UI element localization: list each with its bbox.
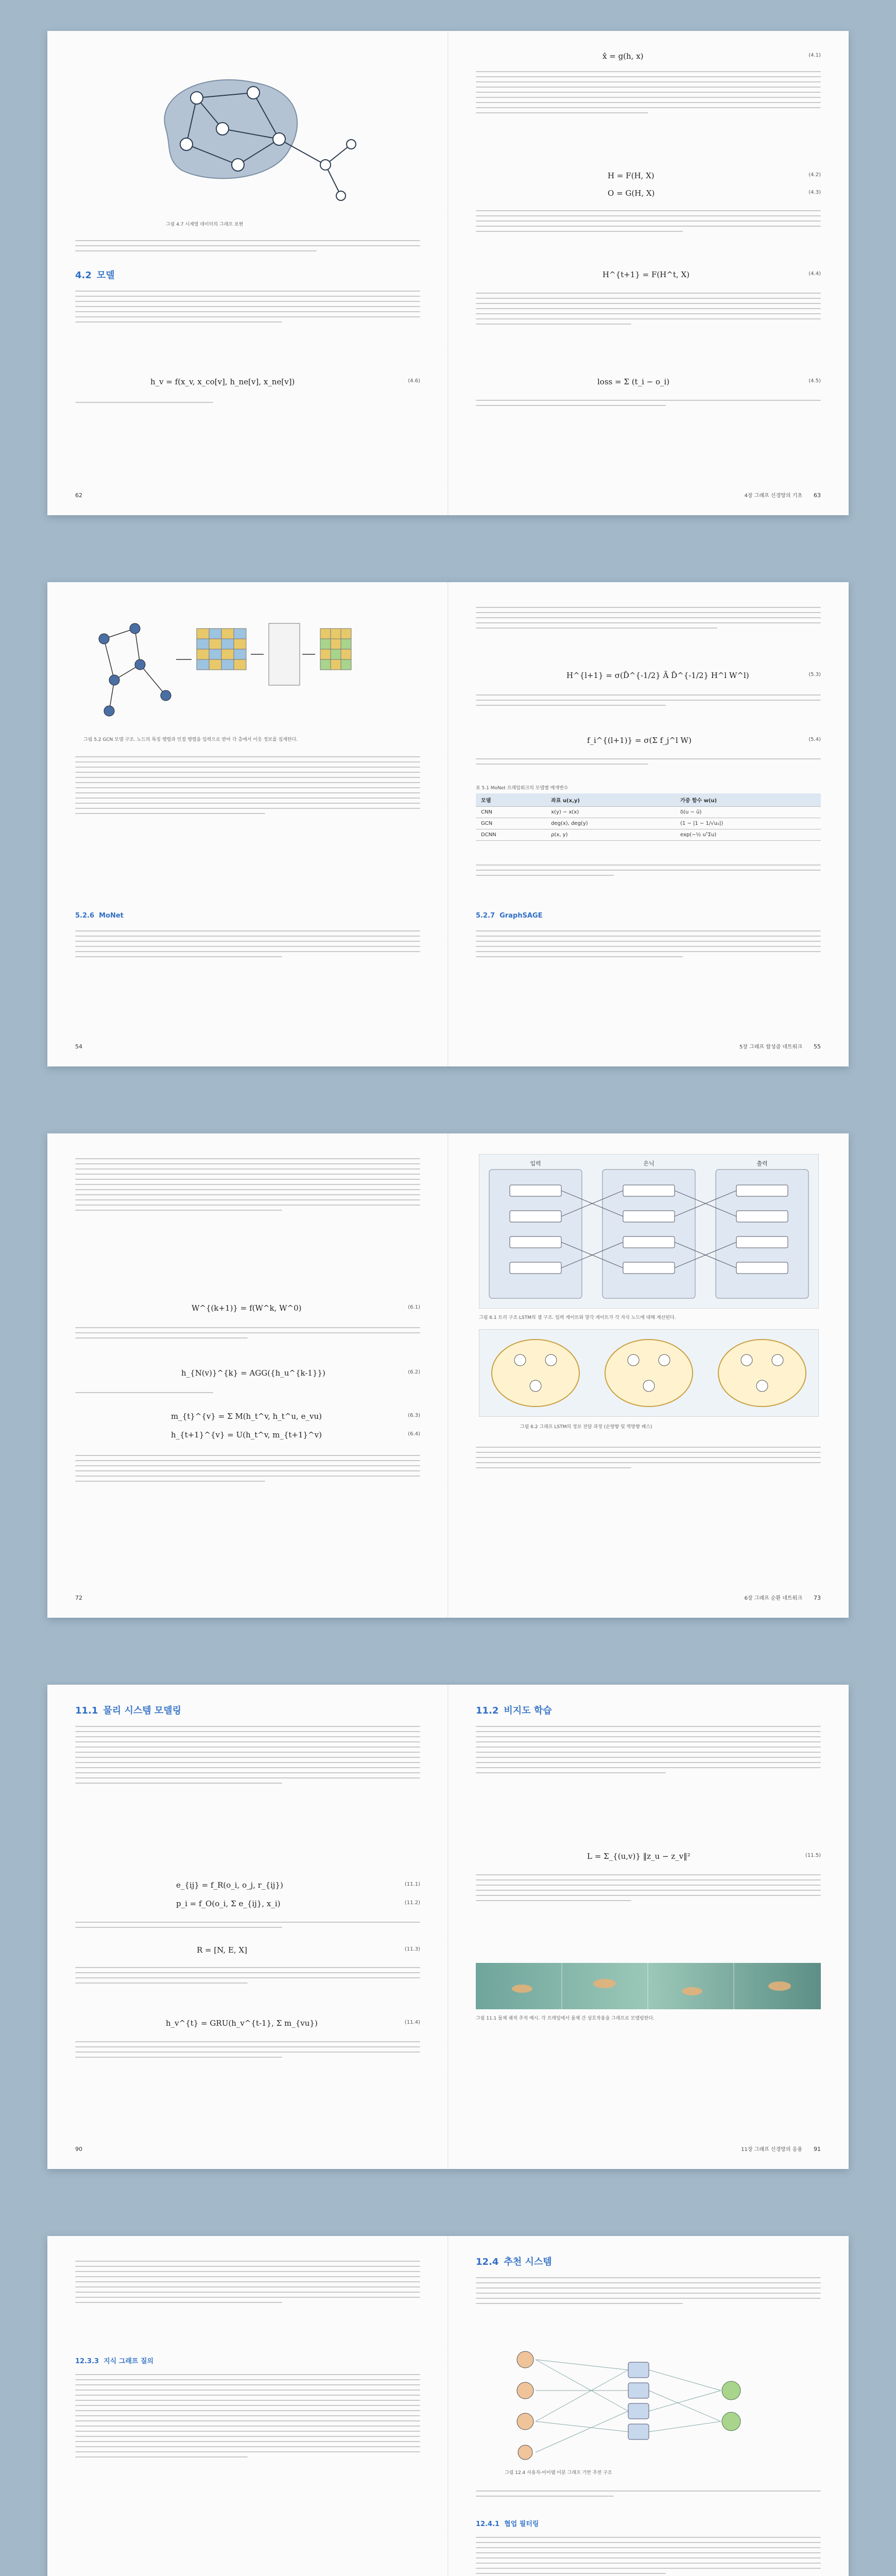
paragraph xyxy=(75,926,420,961)
paragraph xyxy=(75,1918,420,1932)
book-spread-4 xyxy=(47,1685,849,2169)
table-header-cell: 모델 xyxy=(476,793,546,807)
graph-figure xyxy=(135,62,361,211)
recommendation-figure xyxy=(505,2339,793,2463)
paragraph xyxy=(476,206,821,236)
equation: L = Σ_{(u,v)} ‖z_u − z_v‖² xyxy=(587,1852,691,1861)
equation-number: (11.3) xyxy=(404,1946,420,1952)
paragraph xyxy=(476,690,821,710)
equation-number: (4.4) xyxy=(808,271,821,277)
paragraph xyxy=(75,1963,420,1988)
page-number: 55 xyxy=(814,1043,821,1050)
section-heading xyxy=(476,2255,552,2268)
page-right xyxy=(448,1133,849,1618)
figure-caption: 그림 6.2 그래프 LSTM의 정보 전달 과정 (순방향 및 역방향 패스) xyxy=(520,1425,652,1430)
section-number: 4.2 xyxy=(75,270,92,281)
paragraph xyxy=(75,1154,420,1215)
page-right xyxy=(448,1685,849,2169)
running-header: 5장 그래프 합성곱 네트워크 xyxy=(739,1044,802,1050)
subsection-title: 협업 필터링 xyxy=(504,2520,539,2528)
figure-caption: 그림 6.1 트리 구조 LSTM의 셀 구조. 입력 게이트와 망각 게이트가 각 자식 노드에 대해 계산된다. xyxy=(479,1315,676,1320)
paragraph xyxy=(476,1870,821,1905)
equation-number: (11.5) xyxy=(805,1853,821,1858)
page-left xyxy=(47,1685,448,2169)
paragraph xyxy=(476,2533,821,2576)
equation-number: (11.1) xyxy=(404,1882,420,1887)
equation-number: (5.4) xyxy=(808,737,821,742)
section-number: 11.2 xyxy=(476,1705,499,1716)
paragraph xyxy=(75,286,420,327)
equation: p_i = f_O(o_i, Σ e_{ij}, x_i) xyxy=(176,1899,281,1908)
table-cell: (1 − |1 − 1/√u₁|) xyxy=(675,818,821,829)
equation-number: (11.4) xyxy=(404,2020,420,2025)
paragraph xyxy=(476,289,821,329)
subsection-heading xyxy=(476,2518,539,2528)
equation: h_{N(v)}^{k} = AGG({h_u^{k-1}}) xyxy=(181,1368,325,1378)
column-label: 은닉 xyxy=(643,1160,654,1167)
equation: x̂ = g(h, x) xyxy=(602,52,644,61)
table-cell: deg(x), deg(y) xyxy=(546,818,675,829)
paragraph xyxy=(75,236,420,256)
book-spread-1 xyxy=(47,31,849,515)
figure-caption: 그림 4.7 시계열 데이터의 그래프 표현 xyxy=(166,222,244,227)
table-cell: GCN xyxy=(476,818,546,829)
table-header-cell: 좌표 u(x,y) xyxy=(546,793,675,807)
section-number: 12.4 xyxy=(476,2257,499,2267)
column-label: 출력 xyxy=(756,1160,768,1167)
table-cell: x(y) − x(x) xyxy=(546,807,675,818)
page-number: 90 xyxy=(75,2146,82,2153)
paragraph xyxy=(476,860,821,880)
subsection-number: 12.3.3 xyxy=(75,2358,99,2365)
table-caption: 표 5.1 MoNet 프레임워크의 모델별 매개변수 xyxy=(476,786,568,791)
page-left xyxy=(47,31,448,515)
column-label: 입력 xyxy=(530,1160,541,1167)
equation-number: (6.2) xyxy=(408,1369,420,1375)
page-right xyxy=(448,2236,849,2576)
section-title: 추천 시스템 xyxy=(504,2257,552,2267)
paragraph xyxy=(476,603,821,633)
section-title: 비지도 학습 xyxy=(504,1705,552,1716)
section-heading xyxy=(75,268,115,281)
paragraph xyxy=(75,398,420,407)
paragraph xyxy=(476,754,821,769)
table-row xyxy=(476,818,821,829)
page-number: 54 xyxy=(75,1043,82,1050)
subsection-heading xyxy=(75,912,124,920)
paragraph xyxy=(75,2370,420,2462)
paragraph xyxy=(75,2257,420,2307)
equation-number: (4.5) xyxy=(808,378,821,384)
table-header-cell: 가중 함수 w(u) xyxy=(675,793,821,807)
book-spread-5 xyxy=(47,2236,849,2576)
equation: h_{t+1}^{v} = U(h_t^v, m_{t+1}^v) xyxy=(171,1430,322,1439)
paragraph xyxy=(476,396,821,410)
equation: H^{t+1} = F(H^t, X) xyxy=(602,270,690,279)
running-header: 4장 그래프 신경망의 기초 xyxy=(744,493,802,499)
paragraph xyxy=(476,1722,821,1777)
equation-number: (4.2) xyxy=(808,172,821,178)
paragraph xyxy=(75,752,420,818)
equation-number: (6.4) xyxy=(408,1431,420,1437)
page-number: 91 xyxy=(814,2146,821,2153)
equation: h_v = f(x_v, x_co[v], h_ne[v], x_ne[v]) xyxy=(150,377,295,386)
subsection-heading xyxy=(75,2355,153,2365)
paragraph xyxy=(75,1323,420,1343)
equation: f_i^{(l+1)} = σ(Σ f_j^l W) xyxy=(587,736,692,745)
equation: e_{ij} = f_R(o_i, o_j, r_{ij}) xyxy=(176,1880,283,1890)
equation-number: (4.6) xyxy=(408,378,420,384)
paragraph xyxy=(476,1443,821,1472)
section-title: 모델 xyxy=(96,270,115,281)
equation-number: (6.1) xyxy=(408,1304,420,1310)
graph-lstm-figure xyxy=(479,1329,819,1417)
equation: O = G(H, X) xyxy=(608,189,655,198)
book-spread-2 xyxy=(47,582,849,1066)
section-heading xyxy=(75,1703,181,1717)
subsection-number: 12.4.1 xyxy=(476,2520,500,2528)
tree-lstm-figure xyxy=(479,1154,819,1309)
subsection-heading xyxy=(476,912,542,920)
running-header: 6장 그래프 순환 네트워크 xyxy=(744,1596,802,1601)
page-number: 63 xyxy=(814,492,821,499)
paragraph xyxy=(75,1451,420,1486)
book-spread-3 xyxy=(47,1133,849,1618)
section-title: 물리 시스템 모델링 xyxy=(103,1705,182,1716)
page-number: 72 xyxy=(75,1595,82,1601)
trajectory-image-strip xyxy=(476,1963,821,2009)
subsection-number: 5.2.6 xyxy=(75,912,95,920)
subsection-title: GraphSAGE xyxy=(499,912,543,920)
page-left xyxy=(47,2236,448,2576)
equation: h_v^{t} = GRU(h_v^{t-1}, Σ m_{vu}) xyxy=(166,2019,318,2028)
section-heading xyxy=(476,1703,552,1717)
table-cell: CNN xyxy=(476,807,546,818)
equation: R = [N, E, X] xyxy=(197,1945,247,1955)
page-number: 62 xyxy=(75,492,82,499)
equation: H^{l+1} = σ(D̃^{-1/2} Ã D̃^{-1/2} H^l W^l) xyxy=(566,671,749,680)
paragraph xyxy=(476,926,821,961)
equation: W^{(k+1)} = f(W^k, W^0) xyxy=(192,1303,302,1313)
page-right xyxy=(448,582,849,1066)
page-left xyxy=(47,582,448,1066)
page-left xyxy=(47,1133,448,1618)
equation-number: (11.2) xyxy=(404,1900,420,1906)
table-cell: exp(−½ uᵀΣu) xyxy=(675,829,821,841)
figure-caption: 그림 11.1 물체 궤적 추적 예시. 각 프레임에서 물체 간 상호작용을 그래프로 모델링한다. xyxy=(476,2016,654,2021)
equation: H = F(H, X) xyxy=(608,171,654,180)
figure-caption: 그림 5.2 GCN 모델 구조. 노드의 특징 행렬과 인접 행렬을 입력으로 받아 각 층에서 이웃 정보를 집계한다. xyxy=(83,737,298,742)
running-header: 11장 그래프 신경망의 응용 xyxy=(741,2147,802,2153)
equation-number: (6.3) xyxy=(408,1413,420,1418)
table-header-row xyxy=(476,793,821,807)
figure-caption: 그림 12.4 사용자-아이템 이분 그래프 기반 추천 구조 xyxy=(505,2470,612,2476)
table-row xyxy=(476,807,821,818)
paragraph xyxy=(75,1388,420,1397)
table-row xyxy=(476,829,821,841)
equation-number: (4.3) xyxy=(808,190,821,195)
parameter-table xyxy=(476,793,821,841)
table-cell: DCNN xyxy=(476,829,546,841)
table-cell: ρ(x, y) xyxy=(546,829,675,841)
gcn-architecture-figure xyxy=(83,608,413,726)
page-number: 73 xyxy=(814,1595,821,1601)
subsection-title: 지식 그래프 질의 xyxy=(104,2358,154,2365)
equation-number: (5.3) xyxy=(808,672,821,677)
subsection-title: MoNet xyxy=(99,912,124,920)
table-cell: δ(u − ū) xyxy=(675,807,821,818)
equation: loss = Σ (t_i − o_i) xyxy=(597,377,670,386)
subsection-number: 5.2.7 xyxy=(476,912,495,920)
paragraph xyxy=(476,2273,821,2308)
equation-number: (4.1) xyxy=(808,53,821,58)
paragraph xyxy=(476,67,821,117)
paragraph xyxy=(75,2037,420,2062)
paragraph xyxy=(75,1722,420,1788)
paragraph xyxy=(476,2486,821,2501)
equation: m_{t}^{v} = Σ M(h_t^v, h_t^u, e_vu) xyxy=(171,1412,322,1421)
section-number: 11.1 xyxy=(75,1705,98,1716)
page-right xyxy=(448,31,849,515)
